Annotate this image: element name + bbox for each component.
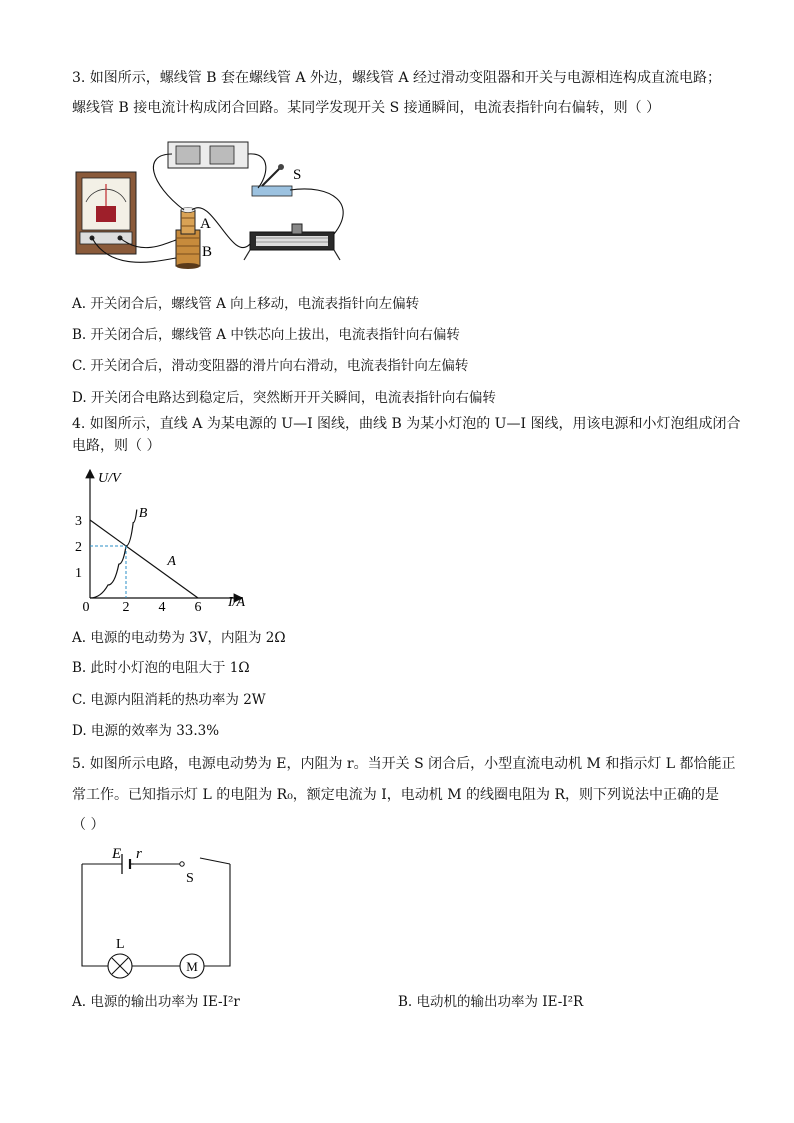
q5-option-a: A. 电源的输出功率为 IE-I²r — [72, 994, 240, 1010]
q5-circuit-diagram — [72, 842, 242, 982]
q3-option-b: B. 开关闭合后，螺线管 A 中铁芯向上拔出，电流表指针向右偏转 — [72, 327, 460, 343]
switch-s-label: S — [293, 167, 302, 183]
series-a-label: A — [167, 553, 176, 569]
rheostat — [244, 224, 340, 260]
solenoid-b-label: B — [202, 244, 213, 260]
y-tick-label: 2 — [75, 540, 82, 555]
internal-resistance-label: r — [136, 846, 142, 862]
q4-option-c: C. 电源内阻消耗的热功率为 2W — [72, 692, 266, 708]
battery-symbol — [122, 854, 134, 874]
q3-stem-line2: 螺线管 B 接电流计构成闭合回路。某同学发现开关 S 接通瞬间，电流表指针向右偏转，则（ ） — [72, 100, 661, 116]
y-tick-label: 3 — [75, 514, 82, 529]
x-tick-label: 0 — [82, 600, 90, 615]
q3-apparatus-figure — [72, 134, 362, 276]
x-tick-label: 2 — [122, 600, 130, 615]
emf-label: E — [112, 846, 122, 862]
q4-option-a: A. 电源的电动势为 3V，内阻为 2Ω — [72, 630, 286, 646]
switch-s — [252, 164, 292, 196]
y-tick-label: 1 — [75, 566, 82, 581]
q3-option-c: C. 开关闭合后，滑动变阻器的滑片向右滑动，电流表指针向左偏转 — [72, 358, 469, 374]
switch-label: S — [186, 871, 194, 886]
series-a-line — [90, 520, 198, 598]
power-supply — [168, 142, 248, 168]
lamp-label: L — [116, 937, 125, 952]
solenoid-a — [181, 208, 195, 235]
q4-option-b: B. 此时小灯泡的电阻大于 1Ω — [72, 660, 250, 676]
switch-symbol — [180, 858, 200, 866]
x-tick-label: 6 — [194, 600, 202, 615]
q4-option-d: D. 电源的效率为 33.3% — [72, 723, 220, 739]
series-b-label: B — [138, 505, 148, 521]
u-i-chart — [72, 464, 262, 614]
q4-stem-line1: 4. 如图所示，直线 A 为某电源的 U—I 图线，曲线 B 为某小灯泡的 U—I 图线，用该电源和小灯泡组成闭合 — [72, 416, 741, 432]
q3-option-a: A. 开关闭合后，螺线管 A 向上移动，电流表指针向左偏转 — [72, 296, 420, 312]
q5-option-b: B. 电动机的输出功率为 IE-I²R — [398, 994, 584, 1010]
lamp-symbol — [108, 954, 132, 978]
motor-label: M — [186, 959, 198, 974]
solenoid-a-label: A — [200, 216, 211, 232]
series-b-line — [90, 510, 137, 598]
x-axis-label: I/A — [228, 595, 246, 610]
q5-stem-line2: 常工作。已知指示灯 L 的电阻为 R₀，额定电流为 I，电动机 M 的线圈电阻为 R，则下列说法中正确的是 — [72, 787, 720, 803]
solenoid-b — [176, 230, 200, 269]
q3-option-d: D. 开关闭合电路达到稳定后，突然断开开关瞬间，电流表指针向右偏转 — [72, 390, 496, 406]
x-tick-label: 4 — [158, 600, 166, 615]
q4-stem-line2: 电路，则（ ） — [72, 438, 161, 454]
galvanometer — [76, 172, 136, 254]
y-axis-label: U/V — [98, 471, 121, 486]
q5-stem-line1: 5. 如图所示电路，电源电动势为 E，内阻为 r。当开关 S 闭合后，小型直流电动机 M 和指示灯 L 都恰能正 — [72, 756, 736, 772]
q5-stem-line3: （ ） — [72, 817, 105, 833]
q3-stem-line1: 3. 如图所示，螺线管 B 套在螺线管 A 外边，螺线管 A 经过滑动变阻器和开关与电源相连构成直流电路； — [72, 70, 722, 86]
